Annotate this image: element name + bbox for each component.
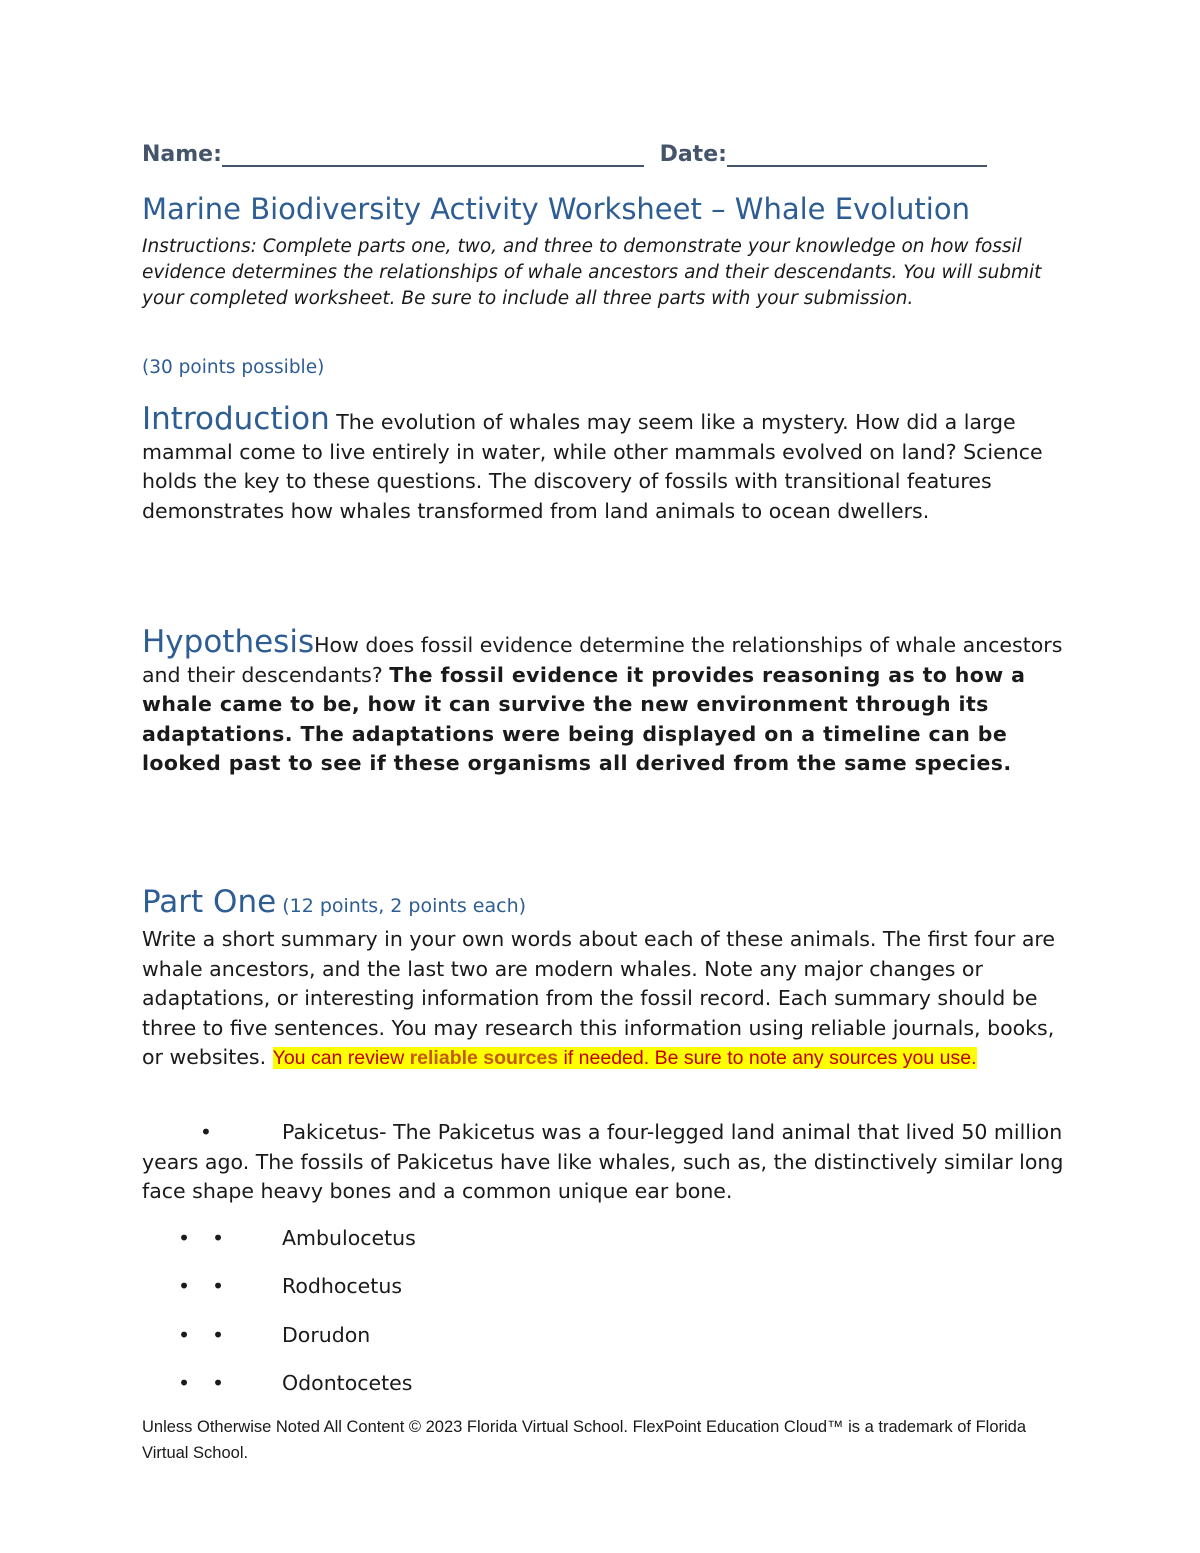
bullet-icon: •	[212, 1274, 225, 1299]
bullet-icon: •	[212, 1322, 225, 1347]
instructions: Instructions: Complete parts one, two, and three to demonstrate your knowledge on how fossil evidence determines the relationships of whale ancestors and their descendants. You will submit your completed worksheet. Be sure to include all three parts with your submission.	[142, 236, 1042, 309]
highlight-pre: You can review	[272, 1047, 410, 1069]
highlighted-note	[273, 1047, 977, 1069]
points-possible: (30 points possible)	[142, 357, 325, 378]
pakicetus-text: Pakicetus- The Pakicetus was a four-legged land animal that lived 50 million years ago. The fossils of Pakicetus have like whales, such as, the distinctively similar long face shape heavy bones and a common unique ear bone.	[142, 1120, 1064, 1203]
name-label: Name:	[142, 142, 222, 167]
date-blank[interactable]	[727, 141, 987, 167]
hypothesis-heading: Hypothesis	[142, 624, 315, 660]
bullet-icon: •	[178, 1370, 191, 1395]
part-one-points: (12 points, 2 points each)	[276, 895, 527, 917]
hypothesis-section	[142, 624, 1067, 779]
highlight-post: if needed. Be sure to note any sources you use.	[558, 1047, 977, 1069]
list-item	[142, 1368, 1042, 1416]
pakicetus-summary[interactable]	[142, 1118, 1067, 1207]
name-blank[interactable]	[222, 141, 644, 167]
animal-label: Odontocetes	[282, 1370, 413, 1395]
list-item	[142, 1271, 1042, 1319]
bullet-icon: •	[212, 1226, 225, 1250]
worksheet-title: Marine Biodiversity Activity Worksheet – Whale Evolution	[142, 192, 970, 226]
bullet-icon: •	[212, 1370, 225, 1395]
list-item	[142, 1223, 1042, 1271]
animal-label: Dorudon	[282, 1322, 371, 1347]
hypothesis-answer[interactable]: The fossil evidence it provides reasoning as to how a whale came to be, how it can survive the new environment through its adaptations. The adaptations were being displayed on a timeline can be looked past to see if these organisms all derived from the same species.	[142, 662, 1026, 775]
animal-label: Rodhocetus	[282, 1274, 403, 1299]
date-label: Date:	[659, 142, 727, 167]
bullet-icon: •	[178, 1226, 191, 1250]
part-one-instructions	[142, 925, 1067, 1074]
bullet-icon: •	[178, 1322, 191, 1347]
part-one-text: Write a short summary in your own words about each of these animals. The first four are whale ancestors, and the last two are modern whales. Note any major changes or adaptations, or interesting information from the fossil record. Each summary should be three to five sentences. You may research this information using reliable journals, books, or websites.	[142, 927, 1055, 1069]
copyright-footer: Unless Otherwise Noted All Content © 2023 Florida Virtual School. FlexPoint Education Cloud™ is a trademark of Florida Virtual School.	[142, 1418, 1027, 1462]
introduction-heading: Introduction	[142, 401, 330, 437]
animal-list	[142, 1223, 1042, 1416]
introduction-section	[142, 401, 1067, 526]
introduction-text: The evolution of whales may seem like a mystery. How did a large mammal come to live entirely in water, while other mammals evolved on land? Science holds the key to these questions. The discovery of fossils with transitional features demonstrates how whales transformed from land animals to ocean dwellers.	[142, 410, 1043, 523]
reliable-sources-link[interactable]: reliable sources	[409, 1047, 559, 1069]
bullet-icon: •	[178, 1274, 191, 1299]
part-one-header	[142, 884, 526, 920]
animal-label: Ambulocetus	[282, 1226, 416, 1250]
hypothesis-question: How does fossil evidence determine the relationships of whale ancestors and their descendants?	[142, 633, 1063, 687]
bullet-icon: •	[199, 1120, 212, 1144]
name-date-line	[142, 141, 987, 167]
list-item	[142, 1320, 1042, 1368]
part-one-heading: Part One	[142, 884, 277, 920]
